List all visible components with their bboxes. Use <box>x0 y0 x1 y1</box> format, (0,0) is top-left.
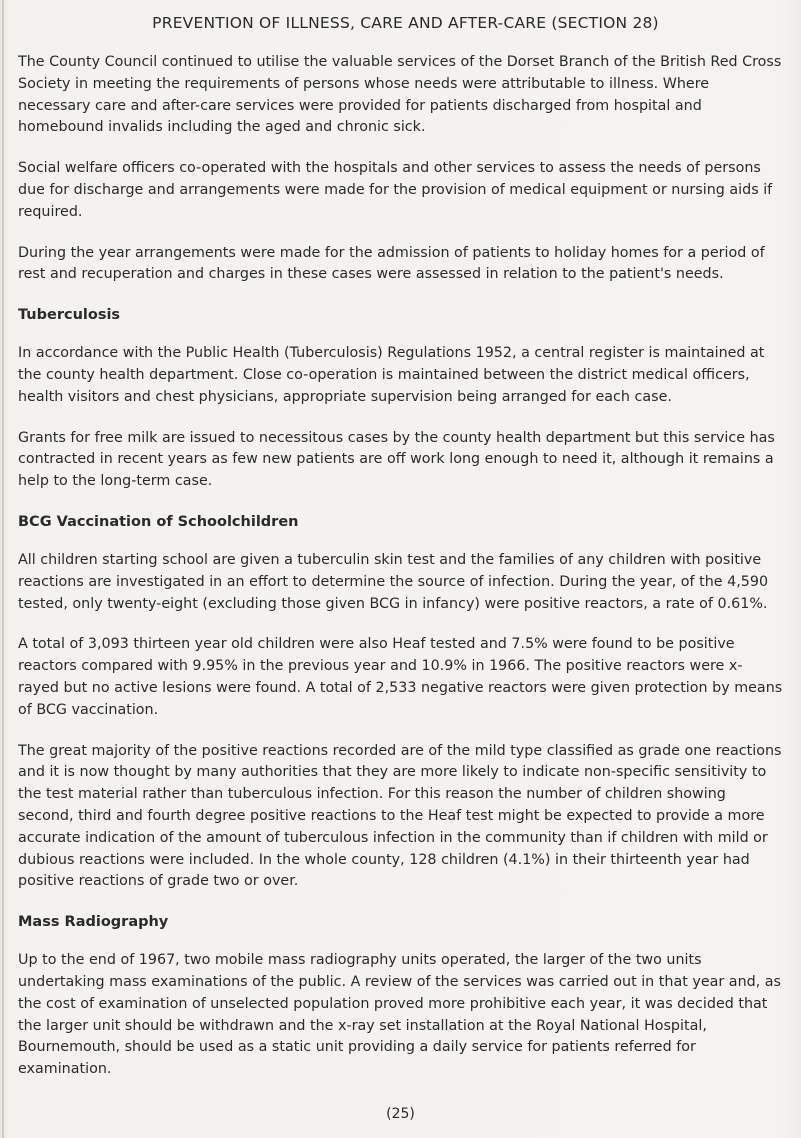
page-number: (25) <box>386 1106 415 1122</box>
tuberculosis-paragraph-1: In accordance with the Public Health (Tuberculosis) Regulations 1952, a central register is maintained at the county health department. Close co-operation is maintained between the district medical officers, health visitors and chest physicians, appropriate supervision being arranged for each case. <box>18 345 765 405</box>
section-heading-mass-radiography: Mass Radiography <box>18 914 169 931</box>
intro-paragraph-1: The County Council continued to utilise the valuable services of the Dorset Branch of the British Red Cross Society in meeting the requirements of persons whose needs were attributable to illness. Where necessary care and after-care services were provided for patients discharged from hospital and homebound invalids including the aged and chronic sick. <box>18 54 782 136</box>
tuberculosis-paragraph-2: Grants for free milk are issued to necessitous cases by the county health department but this service has contracted in recent years as few new patients are off work long enough to need it, although it remains a help to the long-term case. <box>18 429 775 490</box>
section-heading-bcg: BCG Vaccination of Schoolchildren <box>18 513 299 530</box>
section-heading-tuberculosis: Tuberculosis <box>18 307 121 324</box>
bcg-paragraph-2: A total of 3,093 thirteen year old children were also Heaf tested and 7.5% were found to be positive reactors compared with 9.95% in the previous year and 10.9% in 1966. The positive reactors were x-rayed but no active lesions were found. A total of 2,533 negative reactors were given protection by means of BCG vaccination. <box>18 636 783 718</box>
intro-paragraph-3: During the year arrangements were made for the admission of patients to holiday homes for a period of rest and recuperation and charges in these cases were assessed in relation to the patient's needs. <box>18 244 765 283</box>
mass-radiography-paragraph-1: Up to the end of 1967, two mobile mass radiography units operated, the larger of the two units undertaking mass examinations of the public. A review of the services was carried out in that year and, as the cost of examination of unselected population proved more prohibitive each year, it was decided that the larger unit should be withdrawn and the x-ray set installation at the Royal National Hospital, Bournemouth, should be used as a static unit providing a daily service for patients referred for examination. <box>18 952 782 1078</box>
intro-paragraph-2: Social welfare officers co-operated with the hospitals and other services to assess the needs of persons due for discharge and arrangements were made for the provision of medical equipment or nursing aids if required. <box>18 160 773 220</box>
bcg-paragraph-1: All children starting school are given a tuberculin skin test and the families of any children with positive reactions are investigated in an effort to determine the source of infection. During the year, of the 4,590 tested, only twenty-eight (excluding those given BCG in infancy) were positive reactors, a rate of 0.61%. <box>18 551 769 612</box>
bcg-paragraph-3: The great majority of the positive reactions recorded are of the mild type classified as grade one reactions and it is now thought by many authorities that they are more likely to indicate non-specific sensitivity to the test material rather than tuberculous infection. For this reason the number of children showing second, third and fourth degree positive reactions to the Heaf test might be expected to provide a more accurate indication of the amount of tuberculous infection in the community than if children with mild or dubious reactions were included. In the whole county, 128 children (4.1%) in their thirteenth year had positive reactions of grade two or over. <box>18 742 782 890</box>
page-content <box>18 14 783 1100</box>
page-title: PREVENTION OF ILLNESS, CARE AND AFTER-CARE (SECTION 28) <box>152 14 659 32</box>
page-edge <box>2 0 4 1138</box>
